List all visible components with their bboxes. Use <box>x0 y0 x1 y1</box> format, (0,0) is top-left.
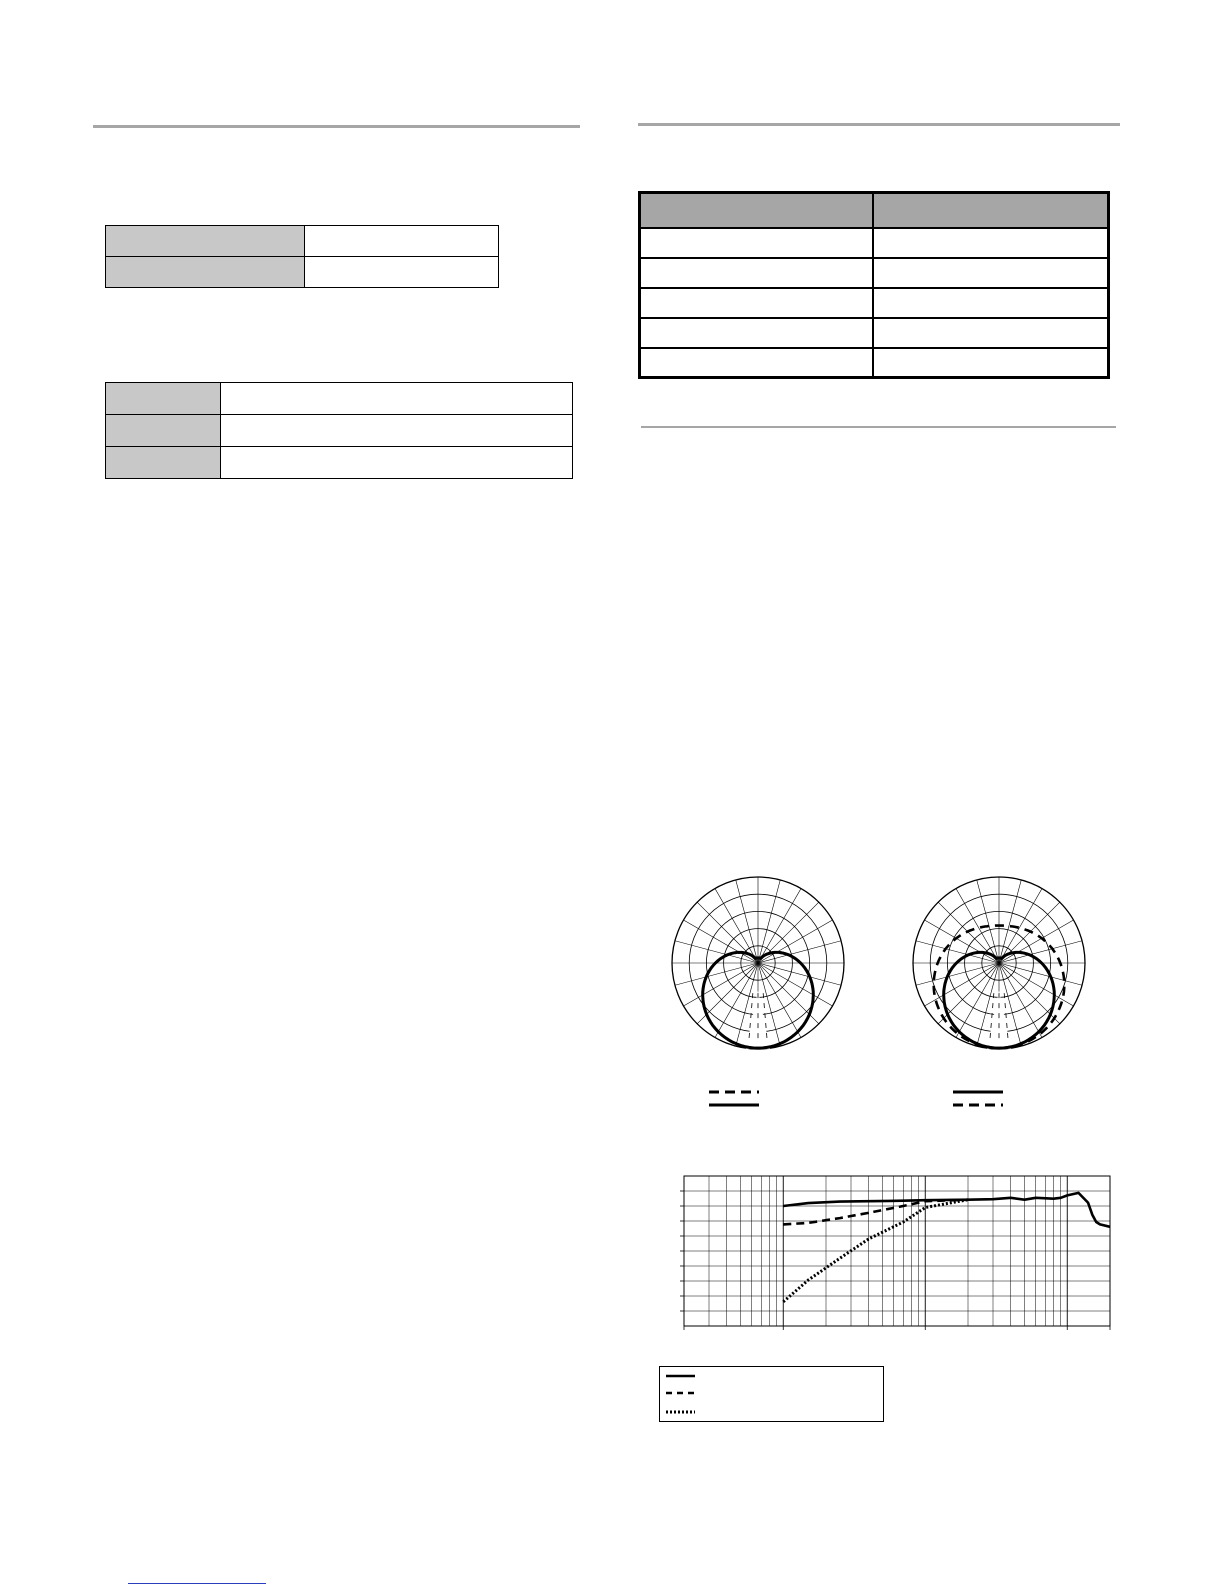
table-row <box>640 228 1109 258</box>
frequency-legend <box>659 1366 884 1422</box>
frequency-response-chart <box>676 1170 1110 1330</box>
table-row <box>106 447 573 479</box>
spec-cell <box>640 228 873 258</box>
table-b-label <box>106 447 221 479</box>
right-section-rule-2 <box>641 426 1116 428</box>
spec-cell <box>640 348 873 378</box>
table-row <box>640 288 1109 318</box>
spec-cell <box>640 288 873 318</box>
table-b-label <box>106 383 221 415</box>
table-row <box>106 226 499 257</box>
table-row <box>640 258 1109 288</box>
table-a-label <box>106 257 305 288</box>
spec-cell <box>873 348 1109 378</box>
right-section-rule <box>638 123 1120 126</box>
table-b-label <box>106 415 221 447</box>
spec-cell <box>873 318 1109 348</box>
polar-plot-left <box>670 875 846 1051</box>
table-row <box>106 257 499 288</box>
table-row <box>106 383 573 415</box>
spec-cell <box>873 288 1109 318</box>
table-b-value <box>221 415 573 447</box>
polar-legend-left <box>707 1088 761 1110</box>
left-section-rule <box>93 125 580 128</box>
table-row <box>106 415 573 447</box>
table-header-row <box>640 193 1109 228</box>
table-row <box>640 348 1109 378</box>
polar-plot-right <box>911 875 1087 1051</box>
spec-table <box>638 191 1110 379</box>
spec-cell <box>640 258 873 288</box>
spec-cell <box>873 228 1109 258</box>
spec-cell <box>873 258 1109 288</box>
spec-header-cell <box>873 193 1109 228</box>
polar-legend-right <box>951 1088 1005 1110</box>
table-b-value <box>221 447 573 479</box>
table-a-value <box>305 257 499 288</box>
table-a-label <box>106 226 305 257</box>
spec-cell <box>640 318 873 348</box>
left-table-a <box>105 225 499 288</box>
left-table-b <box>105 382 573 479</box>
footer-link-underline[interactable] <box>128 1583 266 1584</box>
table-row <box>640 318 1109 348</box>
table-a-value <box>305 226 499 257</box>
frequency-legend-swatches <box>660 1367 883 1421</box>
table-b-value <box>221 383 573 415</box>
spec-header-cell <box>640 193 873 228</box>
